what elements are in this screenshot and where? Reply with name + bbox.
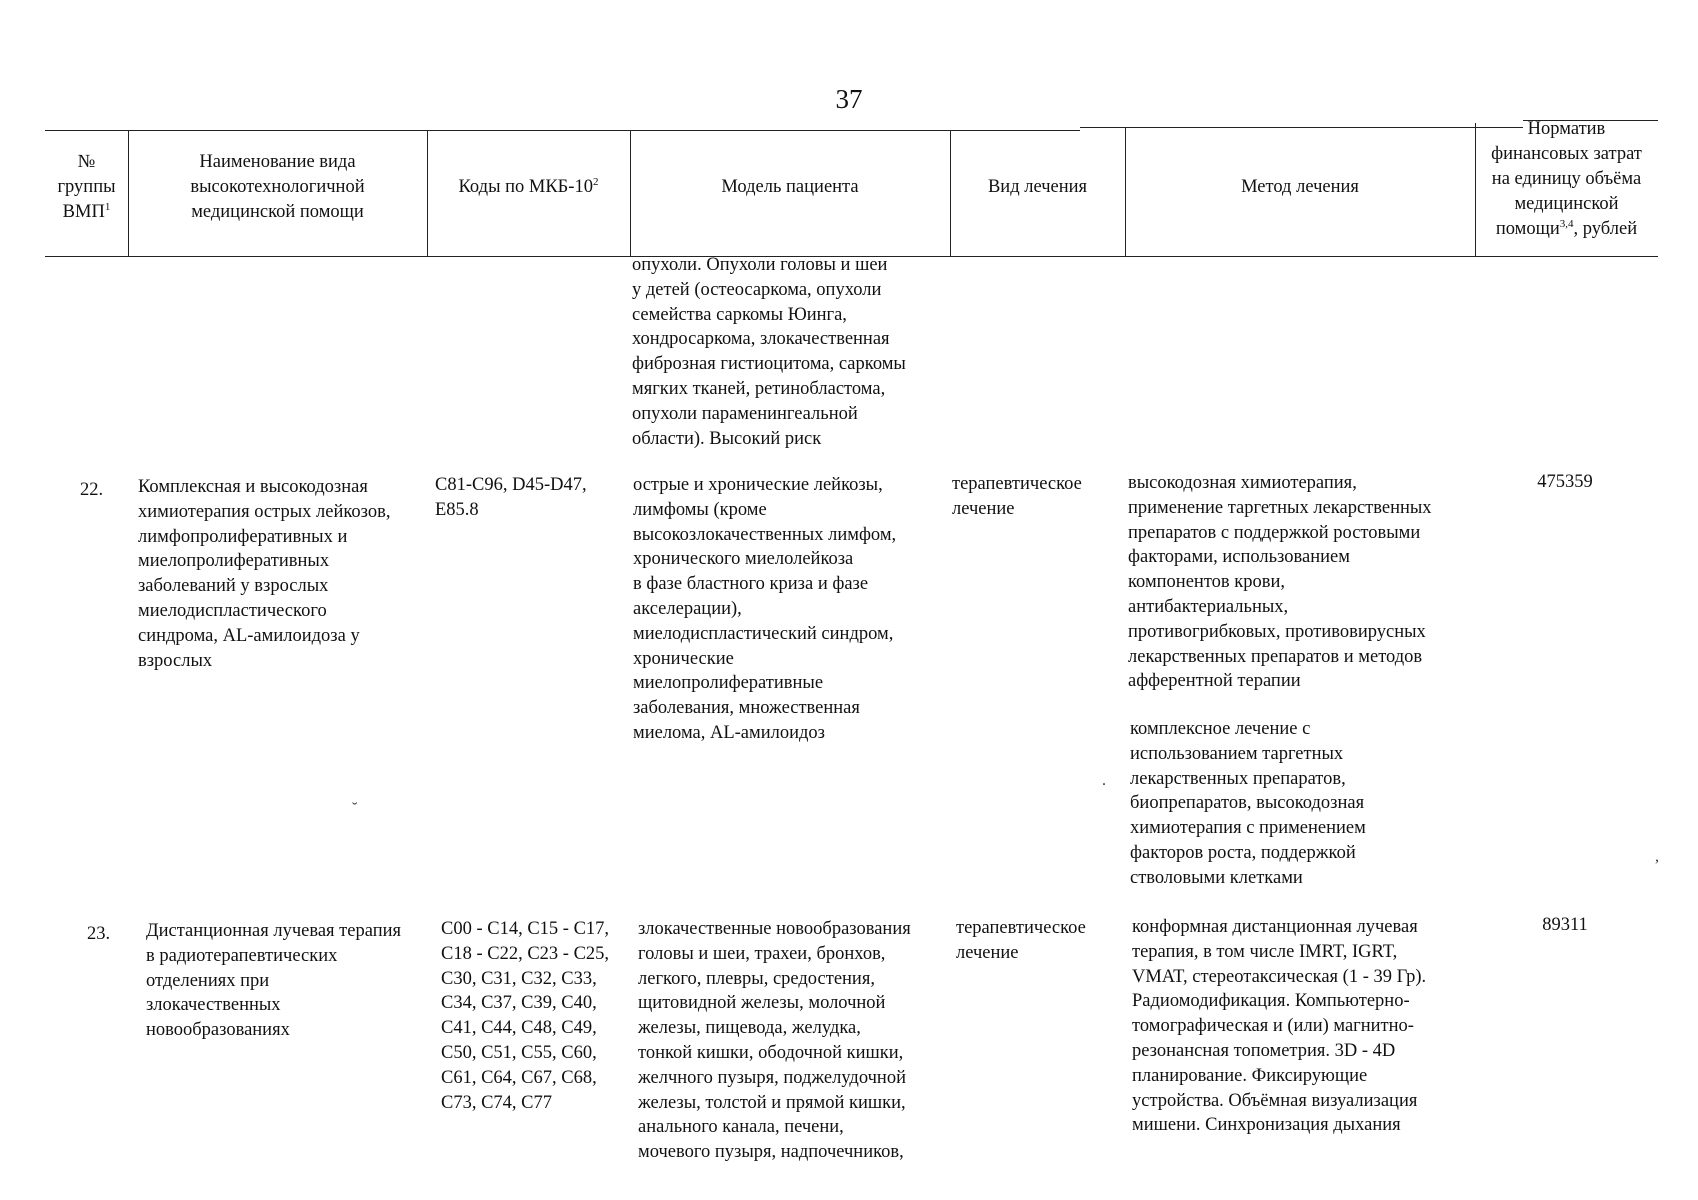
- text-line: компонентов крови,: [1128, 572, 1286, 593]
- text-line: конформная дистанционная лучевая: [1132, 917, 1418, 937]
- page-number: 37: [835, 84, 863, 114]
- text-line: злокачественных: [146, 995, 281, 1016]
- text-line: миелома, AL-амилоидоз: [633, 722, 825, 743]
- row-care-type-name: [138, 475, 438, 673]
- text-line: головы и шеи, трахеи, бронхов,: [638, 943, 886, 964]
- header-group-number-line3: ВМП: [62, 201, 105, 222]
- text-line: опухоли параменингеальной: [632, 403, 858, 424]
- text-line: лекарственных препаратов и методов: [1128, 646, 1423, 667]
- row-cost: 475359: [1537, 472, 1593, 492]
- text-line: стволовыми клетками: [1130, 867, 1303, 888]
- header-icd-label: Коды по МКБ-10: [458, 176, 593, 197]
- row-treatment-method-1: [1128, 471, 1478, 694]
- text-line: C34, C37, C39, C40,: [441, 993, 597, 1014]
- text-line: томографическая и (или) магнитно-: [1132, 1016, 1414, 1037]
- text-line: лимфомы (кроме: [633, 499, 767, 520]
- text-line: щитовидной железы, молочной: [638, 993, 886, 1014]
- header-treatment-method-label: Метод лечения: [1241, 176, 1359, 197]
- text-line: афферентной терапии: [1128, 671, 1301, 692]
- text-line: C61, C64, C67, C68,: [441, 1067, 597, 1088]
- text-line: высокодозная химиотерапия,: [1128, 473, 1357, 493]
- text-line: железы, толстой и прямой кишки,: [638, 1092, 906, 1113]
- text-line: железы, пищевода, желудка,: [638, 1018, 861, 1039]
- row-cost: 89311: [1542, 915, 1588, 935]
- text-line: устройства. Объёмная визуализация: [1132, 1090, 1418, 1111]
- text-line: миелодиспластического: [138, 600, 327, 621]
- footnote-ref: 3,4: [1559, 217, 1574, 230]
- text-line: факторов роста, поддержкой: [1130, 842, 1356, 863]
- row-patient-model: [633, 473, 953, 746]
- text-line: VMAT, стереотаксическая (1 - 39 Гр).: [1132, 966, 1427, 987]
- text-line: опухоли. Опухоли головы и шеи: [632, 255, 888, 275]
- text-line: планирование. Фиксирующие: [1132, 1065, 1368, 1086]
- scan-speck: .: [1102, 772, 1106, 789]
- text-line: C41, C44, C48, C49,: [441, 1018, 597, 1039]
- text-line: у детей (остеосаркома, опухоли: [632, 279, 882, 300]
- text-line: C00 - C14, C15 - C17,: [441, 919, 610, 939]
- text-line: C73, C74, C77: [441, 1092, 553, 1113]
- text-line: миелопролиферативные: [633, 673, 824, 694]
- text-line: химиотерапия острых лейкозов,: [138, 501, 391, 522]
- text-line: факторами, использованием: [1128, 547, 1350, 568]
- row-treatment-type: [956, 916, 1126, 966]
- text-line: высокозлокачественных лимфом,: [633, 524, 897, 545]
- header-name-line1: Наименование вида: [199, 151, 356, 172]
- header-name-line3: медицинской помощи: [191, 201, 364, 222]
- text-line: легкого, плевры, средостения,: [638, 968, 875, 989]
- text-line: мочевого пузыря, надпочечников,: [638, 1142, 904, 1163]
- text-line: E85.8: [435, 499, 479, 520]
- text-line: заболевания, множественная: [633, 698, 860, 719]
- text-line: тонкой кишки, ободочной кишки,: [638, 1042, 904, 1063]
- text-line: лекарственных препаратов,: [1130, 768, 1346, 789]
- text-line: Дистанционная лучевая терапия: [146, 921, 402, 941]
- text-line: хронические: [633, 648, 734, 669]
- text-line: C18 - C22, C23 - C25,: [441, 943, 610, 964]
- header-cost-line2: финансовых затрат: [1491, 143, 1642, 164]
- text-line: области). Высокий риск: [632, 428, 822, 449]
- text-line: в радиотерапевтических: [146, 945, 338, 966]
- header-icd-codes: [427, 118, 630, 256]
- row-treatment-method-2: [1130, 717, 1480, 891]
- text-line: лимфопролиферативных и: [138, 526, 348, 547]
- text-line: антибактериальных,: [1128, 596, 1289, 617]
- header-patient-model-label: Модель пациента: [721, 176, 859, 197]
- text-line: взрослых: [138, 650, 213, 671]
- text-line: синдрома, AL-амилоидоза у: [138, 625, 360, 646]
- header-group-number: [45, 118, 128, 256]
- text-line: новообразованиях: [146, 1020, 290, 1041]
- text-line: анального канала, печени,: [638, 1117, 844, 1138]
- text-line: в фазе бластного криза и фазе: [633, 574, 869, 595]
- row-treatment-method-1: [1132, 915, 1492, 1138]
- table-header: [45, 118, 1658, 256]
- text-line: Радиомодификация. Компьютерно-: [1132, 991, 1410, 1012]
- text-line: акселерации),: [633, 598, 742, 619]
- text-line: хондросаркома, злокачественная: [632, 329, 890, 350]
- text-line: мишени. Синхронизация дыхания: [1132, 1115, 1401, 1136]
- header-treatment-method: [1125, 118, 1475, 256]
- text-line: терапия, в том числе IMRT, IGRT,: [1132, 941, 1398, 962]
- text-line: противогрибковых, противовирусных: [1128, 621, 1426, 642]
- row-care-type-name: [146, 919, 446, 1043]
- text-line: биопрепаратов, высокодозная: [1130, 793, 1365, 814]
- text-line: отделениях при: [146, 970, 270, 991]
- text-line: комплексное лечение с: [1130, 719, 1311, 739]
- continuation-patient-model: [632, 253, 952, 451]
- row-number: 22.: [80, 480, 104, 500]
- row-icd-codes: [441, 917, 641, 1115]
- header-treatment-type: [950, 118, 1125, 256]
- header-group-number-line2: группы: [57, 176, 116, 197]
- scan-speck: ,: [1655, 848, 1659, 865]
- footnote-ref: 1: [104, 200, 111, 213]
- header-name-line2: высокотехнологичной: [190, 176, 365, 197]
- header-cost-standard: [1475, 110, 1658, 248]
- text-line: C30, C31, C32, C33,: [441, 968, 597, 989]
- text-line: использованием таргетных: [1130, 743, 1344, 764]
- scan-speck: ˘: [352, 800, 358, 817]
- text-line: лечение: [956, 942, 1019, 963]
- text-line: миелодиспластический синдром,: [633, 623, 894, 644]
- header-group-number-line1: №: [77, 151, 96, 172]
- text-line: заболеваний у взрослых: [138, 576, 329, 597]
- text-line: лечение: [952, 498, 1015, 519]
- text-line: острые и хронические лейкозы,: [633, 475, 883, 495]
- text-line: применение таргетных лекарственных: [1128, 497, 1432, 518]
- text-line: желчного пузыря, поджелудочной: [638, 1067, 906, 1088]
- text-line: семейства саркомы Юинга,: [632, 304, 847, 325]
- text-line: злокачественные новообразования: [638, 919, 911, 939]
- text-line: терапевтическое: [956, 918, 1086, 938]
- header-cost-unit: , рублей: [1573, 218, 1638, 239]
- header-treatment-type-label: Вид лечения: [987, 176, 1088, 197]
- row-icd-codes: [435, 473, 635, 523]
- text-line: C81-C96, D45-D47,: [435, 475, 587, 495]
- text-line: мягких тканей, ретинобластома,: [632, 378, 886, 399]
- header-cost-line1: Норматив: [1527, 118, 1606, 139]
- text-line: C50, C51, C55, C60,: [441, 1042, 597, 1063]
- row-number: 23.: [87, 924, 111, 944]
- text-line: хронического миелолейкоза: [633, 549, 854, 570]
- header-cost-line3: на единицу объёма: [1491, 168, 1642, 189]
- header-patient-model: [630, 118, 950, 256]
- header-cost-line5: помощи: [1495, 218, 1560, 239]
- text-line: Комплексная и высокодозная: [138, 477, 368, 497]
- text-line: резонансная топометрия. 3D - 4D: [1132, 1040, 1396, 1061]
- text-line: препаратов с поддержкой ростовыми: [1128, 522, 1421, 543]
- footnote-ref: 2: [592, 175, 599, 188]
- header-cost-line4: медицинской: [1514, 193, 1619, 214]
- row-treatment-type: [952, 472, 1122, 522]
- row-patient-model: [638, 917, 958, 1165]
- text-line: миелопролиферативных: [138, 551, 330, 572]
- text-line: фиброзная гистиоцитома, саркомы: [632, 354, 906, 375]
- header-care-type-name: [128, 118, 427, 256]
- text-line: химиотерапия с применением: [1130, 818, 1366, 839]
- text-line: терапевтическое: [952, 474, 1082, 494]
